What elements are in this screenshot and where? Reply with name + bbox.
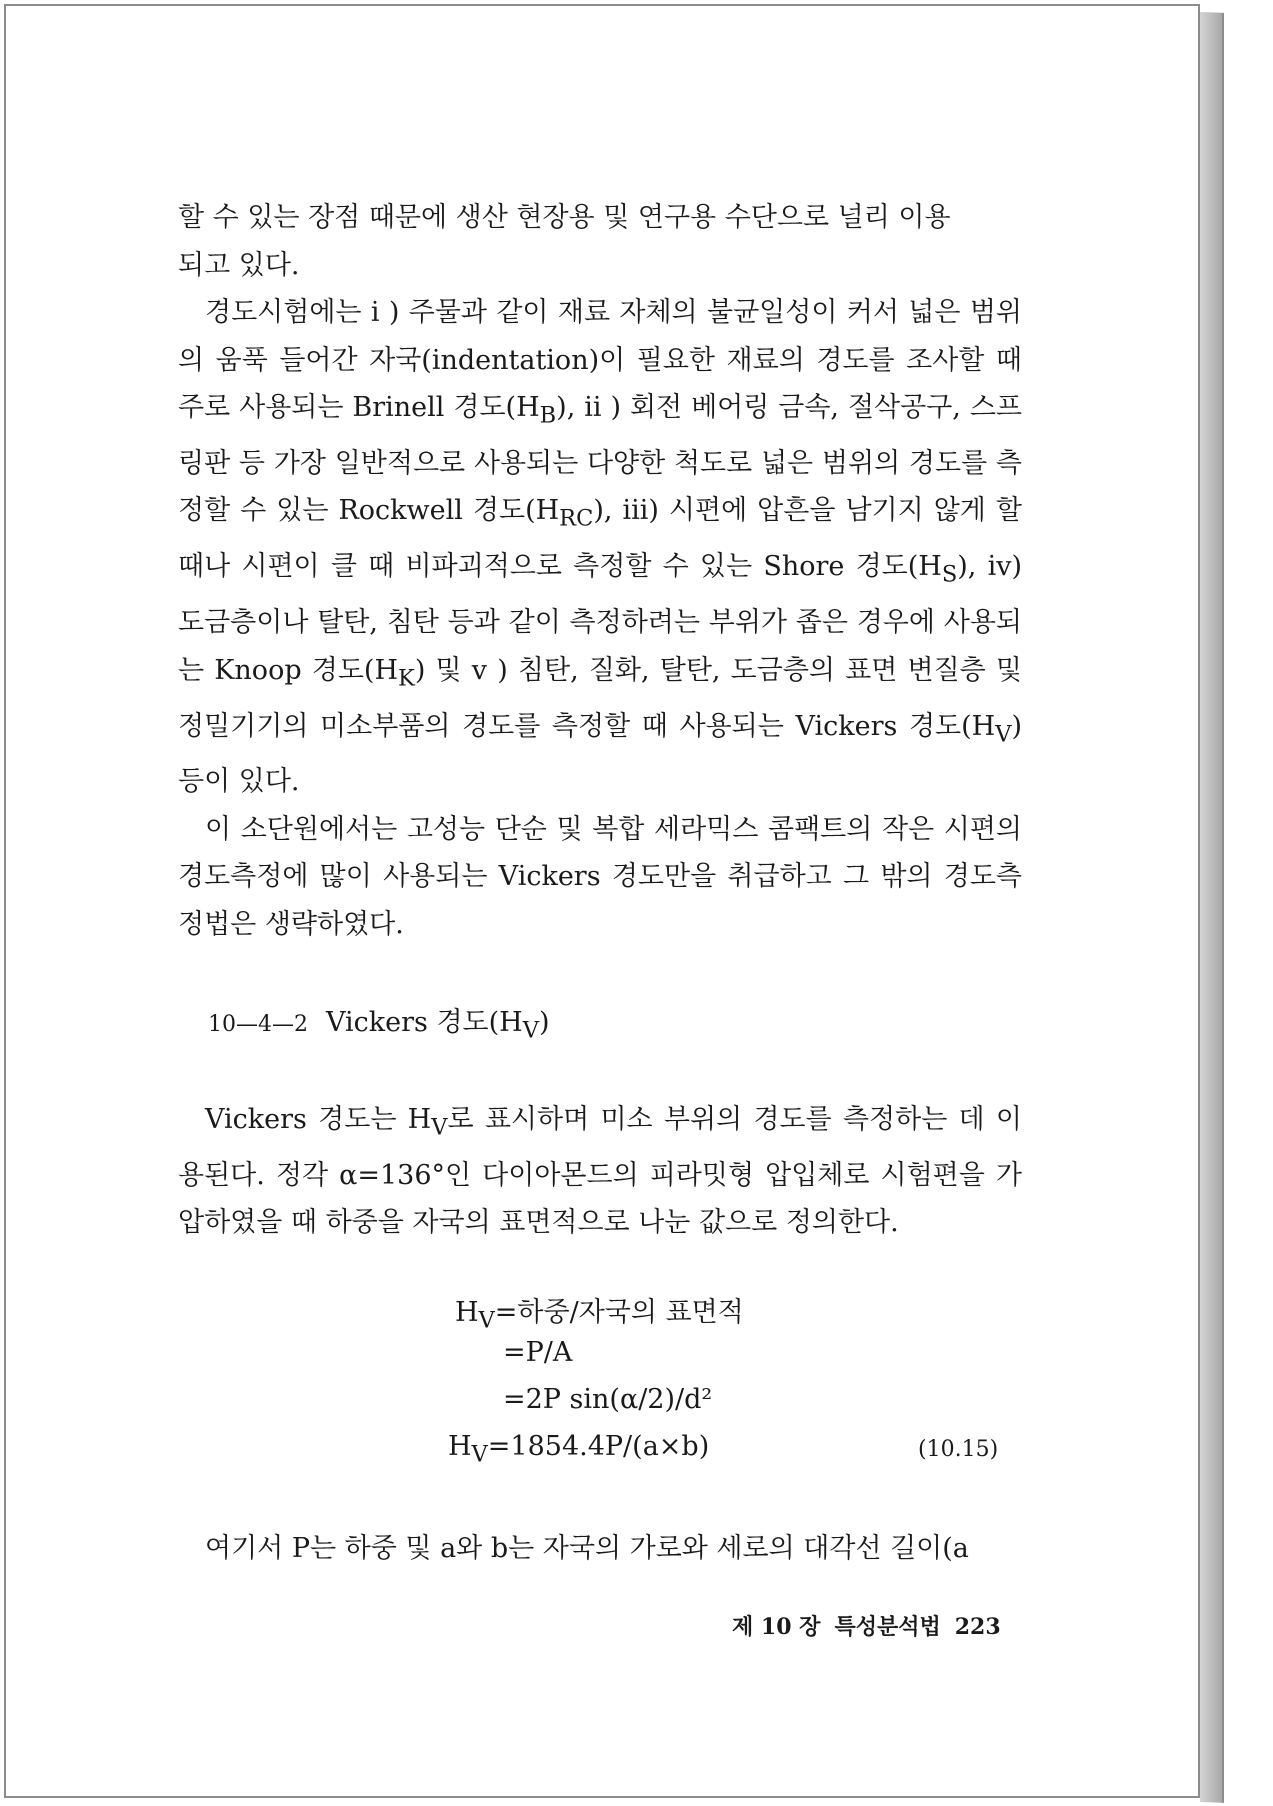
page-footer: [732, 1610, 1015, 1641]
section-title-subscript: V: [522, 1017, 539, 1044]
page-number: 223: [954, 1614, 1001, 1640]
subscript-v: V: [995, 720, 1012, 747]
equation-number: (10.15): [918, 1437, 999, 1462]
paragraph-2-text-b: ), ii ) 회전 베어링 금속, 절삭공구, 스프링판 등 가장 일반적으로 사용되는 다양한 척도로 넓은 범위의 경도를 측정할 수 있는 Rockwell 경도(H: [178, 392, 1022, 527]
vickers-text-b: 로 표시하며 미소 부위의 경도를 측정하는 데 이용된다. 정각 α=136°인 다이아몬드의 피라밋형 압입체로 시험편을 가압하였을 때 하중을 자국의 표면적으로 나눈 값으로 정의한다.: [178, 1104, 1022, 1239]
subscript-s: S: [941, 561, 958, 588]
paragraph-2-text-d: ), iv) 도금층이나 탈탄, 침탄 등과 같이 측정하려는 부위가 좁은 경우에 사용되는 Knoop 경도(H: [178, 551, 1022, 686]
paragraph-3: 이 소단원에서는 고성능 단순 및 복합 세라믹스 콤팩트의 작은 시편의 경도측정에 많이 사용되는 Vickers 경도만을 취급하고 그 밖의 경도측정법은 생략하였다.: [178, 813, 1022, 940]
closing-text: 여기서 P는 하중 및 a와 b는 자국의 가로와 세로의 대각선 길이(a: [205, 1533, 969, 1564]
footer-chapter: 제 10 장: [732, 1614, 821, 1640]
section-number: 10—4—2: [208, 1012, 308, 1037]
section-heading: [208, 1000, 550, 1043]
eq4-lhs: H: [448, 1431, 472, 1462]
paragraph-2-text-c: ), iii) 시편에 압흔을 남기지 않게 할 때나 시편이 클 때 비파괴적으로 측정할 수 있는 Shore 경도(H: [178, 495, 1022, 583]
subscript-b: B: [539, 402, 557, 429]
subscript-k: K: [398, 665, 415, 692]
eq1-sub: V: [478, 1307, 495, 1334]
paragraph-1: [178, 194, 1022, 289]
equation-line-2: =P/A: [503, 1337, 573, 1368]
paragraph-1-line-1: 할 수 있는 장점 때문에 생산 현장용 및 연구용 수단으로 널리 이용: [178, 202, 951, 233]
equation-line-1: [455, 1290, 744, 1333]
vickers-subscript: V: [431, 1114, 448, 1141]
vickers-text-a: Vickers 경도는 H: [205, 1104, 432, 1135]
subscript-rc: RC: [559, 505, 594, 532]
body-text: [178, 194, 1022, 948]
equation-line-3: =2P sin(α/2)/d²: [503, 1384, 713, 1415]
paragraph-1-line-2: 되고 있다.: [178, 249, 300, 281]
paragraph-2-text-e: ) 및 v ) 침탄, 질화, 탈탄, 도금층의 표면 변질층 및 정밀기기의 미소부품의 경도를 측정할 때 사용되는 Vickers 경도(H: [178, 654, 1022, 742]
paragraph-2-text-f: ) 등이 있다.: [178, 710, 1022, 798]
footer-title: 특성분석법: [834, 1614, 941, 1640]
eq1-rhs: =하중/자국의 표면적: [494, 1297, 744, 1328]
eq1-lhs: H: [455, 1297, 479, 1328]
section-title: Vickers 경도(H: [326, 1007, 523, 1038]
equation-line-4: [448, 1431, 709, 1467]
eq4-rhs: =1854.4P/(a×b): [487, 1431, 710, 1462]
closing-paragraph: [178, 1525, 1022, 1573]
paragraph-2: [178, 289, 1022, 806]
eq4-sub: V: [471, 1441, 488, 1468]
page-edge: [1200, 12, 1224, 1803]
section-title-end: ): [538, 1007, 550, 1038]
vickers-paragraph: [178, 1096, 1022, 1247]
vickers-definition: [178, 1096, 1022, 1247]
paragraph-2-text-a: 경도시험에는 i ) 주물과 같이 재료 자체의 불균일성이 커서 넓은 범위의 움푹 들어간 자국(indentation)이 필요한 재료의 경도를 조사할 때 주로 사용되는 Brinell 경도(H: [178, 297, 1022, 423]
